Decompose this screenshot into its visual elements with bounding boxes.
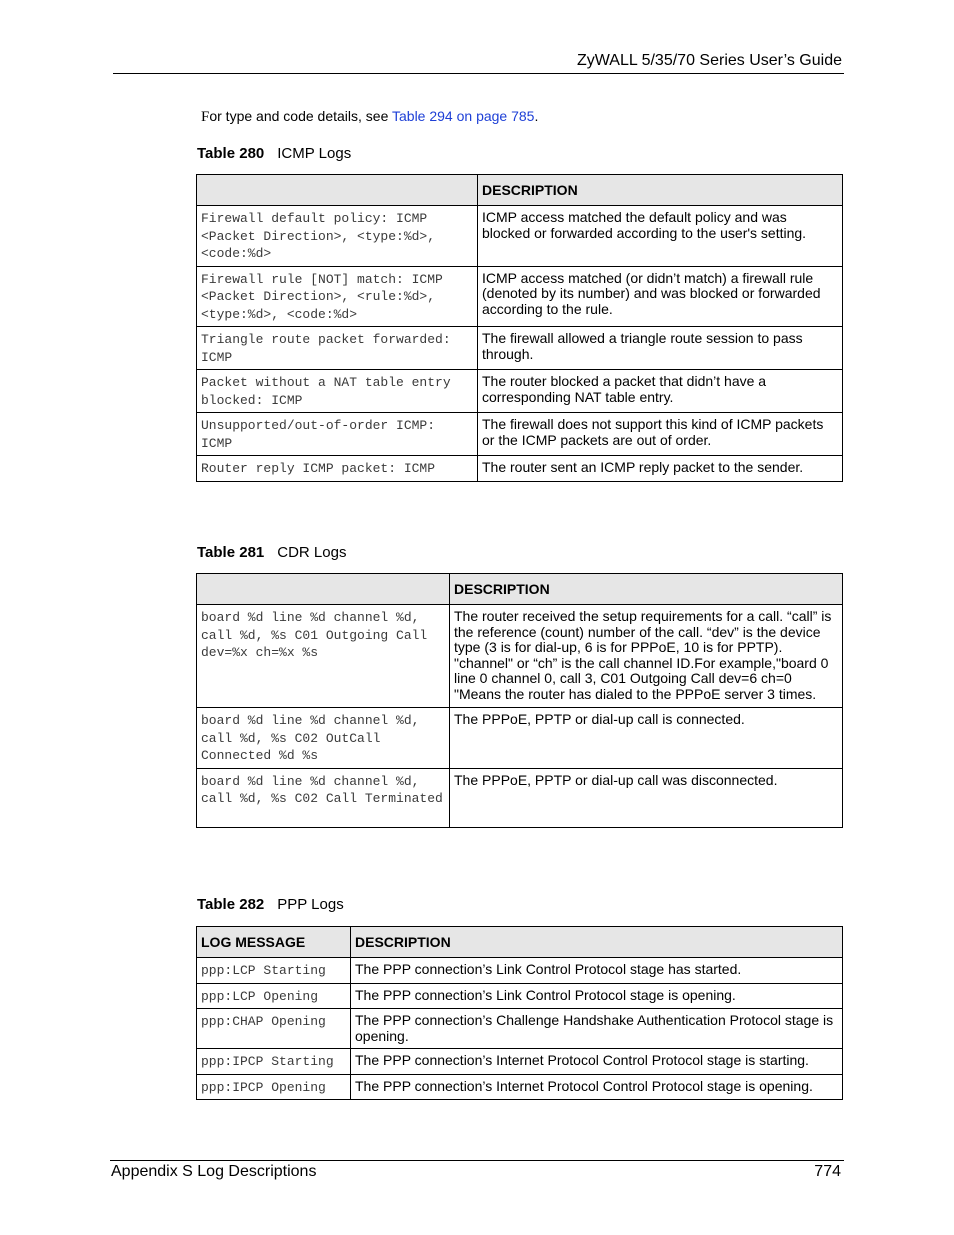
description-cell: The PPP connection’s Link Control Protocol stage is opening. xyxy=(351,983,843,1009)
description-cell: The PPPoE, PPTP or dial-up call was disconnected. xyxy=(450,768,843,827)
description-cell: ICMP access matched (or didn’t match) a firewall rule (denoted by its number) and was blocked or forwarded according to the rule. xyxy=(478,266,843,327)
description-cell: The PPP connection’s Internet Protocol Control Protocol stage is starting. xyxy=(351,1049,843,1075)
description-header: DESCRIPTION xyxy=(450,574,843,605)
table-282-title: PPP Logs xyxy=(277,896,344,913)
description-cell: The firewall allowed a triangle route session to pass through. xyxy=(478,327,843,370)
header-divider xyxy=(113,73,844,74)
description-header: DESCRIPTION xyxy=(351,927,843,958)
table-row xyxy=(197,605,843,708)
table-280-title: ICMP Logs xyxy=(277,145,352,162)
table-280-number: Table 280 xyxy=(197,145,265,162)
description-cell: The PPPoE, PPTP or dial-up call is connected. xyxy=(450,708,843,769)
log-message-cell: Triangle route packet forwarded: ICMP xyxy=(197,327,478,370)
description-cell: The PPP connection’s Internet Protocol Control Protocol stage is opening. xyxy=(351,1074,843,1100)
table-row xyxy=(197,768,843,827)
table-281-title: CDR Logs xyxy=(277,544,347,561)
log-message-cell: ppp:LCP Opening xyxy=(197,983,351,1009)
log-message-cell: Firewall default policy: ICMP <Packet Direction>, <type:%d>, <code:%d> xyxy=(197,206,478,267)
log-message-cell: board %d line %d channel %d, call %d, %s C02 Call Terminated xyxy=(197,768,450,827)
intro-paragraph xyxy=(201,107,538,126)
table-row xyxy=(197,266,843,327)
table-281-number: Table 281 xyxy=(197,544,265,561)
log-message-cell: ppp:LCP Starting xyxy=(197,958,351,984)
description-cell: ICMP access matched the default policy and was blocked or forwarded according to the user's setting. xyxy=(478,206,843,267)
log-message-header xyxy=(197,574,450,605)
log-message-cell: board %d line %d channel %d, call %d, %s C02 OutCall Connected %d %s xyxy=(197,708,450,769)
intro-text: or type and code details, see xyxy=(209,108,392,124)
log-message-cell: ppp:IPCP Opening xyxy=(197,1074,351,1100)
table-282-number: Table 282 xyxy=(197,896,265,913)
table-row xyxy=(197,1049,843,1075)
page-number: 774 xyxy=(814,1163,841,1180)
table-row xyxy=(197,983,843,1009)
icmp-logs-table xyxy=(196,174,843,482)
intro-period: . xyxy=(534,108,539,124)
table-282-caption xyxy=(197,896,344,914)
cdr-logs-table xyxy=(196,573,843,828)
table-row xyxy=(197,708,843,769)
log-message-header xyxy=(197,175,478,206)
description-cell: The router sent an ICMP reply packet to the sender. xyxy=(478,456,843,482)
footer-divider xyxy=(110,1160,844,1161)
page-header-title: ZyWALL 5/35/70 Series User’s Guide xyxy=(576,52,842,69)
table-row xyxy=(197,456,843,482)
footer-section-title: Appendix S Log Descriptions xyxy=(111,1163,317,1180)
description-cell: The router received the setup requirements for a call. “call” is the reference (count) number of the call. “dev” is the device type (3 is for dial-up, 6 is for PPPoE, 10 is for PPTP). "channel" or “ch” is the call channel ID.For example,"board 0 line 0 channel 0, call 3, C01 Outgoing Call dev=6 ch=0 "Means the router has dialed to the PPPoE server 3 times. xyxy=(450,605,843,708)
table-row xyxy=(197,958,843,984)
table-281-caption xyxy=(197,544,346,562)
description-cell: The PPP connection’s Link Control Protocol stage has started. xyxy=(351,958,843,984)
log-message-cell: ppp:CHAP Opening xyxy=(197,1009,351,1049)
table-row xyxy=(197,1074,843,1100)
log-message-cell: Router reply ICMP packet: ICMP xyxy=(197,456,478,482)
intro-first-letter: F xyxy=(201,109,210,125)
table-row xyxy=(197,370,843,413)
table-280-caption xyxy=(197,145,351,163)
log-message-cell: Unsupported/out-of-order ICMP: ICMP xyxy=(197,413,478,456)
description-cell: The firewall does not support this kind of ICMP packets or the ICMP packets are out of order. xyxy=(478,413,843,456)
table-row xyxy=(197,327,843,370)
table-294-link[interactable]: Table 294 on page 785 xyxy=(392,108,535,124)
table-header-row xyxy=(197,574,843,605)
log-message-header: LOG MESSAGE xyxy=(197,927,351,958)
log-message-cell: Firewall rule [NOT] match: ICMP <Packet Direction>, <rule:%d>, <type:%d>, <code:%d> xyxy=(197,266,478,327)
description-cell: The router blocked a packet that didn’t have a corresponding NAT table entry. xyxy=(478,370,843,413)
table-header-row xyxy=(197,175,843,206)
table-row xyxy=(197,1009,843,1049)
table-row xyxy=(197,413,843,456)
description-header: DESCRIPTION xyxy=(478,175,843,206)
log-message-cell: Packet without a NAT table entry blocked: ICMP xyxy=(197,370,478,413)
log-message-cell: board %d line %d channel %d, call %d, %s C01 Outgoing Call dev=%x ch=%x %s xyxy=(197,605,450,708)
ppp-logs-table xyxy=(196,926,843,1100)
description-cell: The PPP connection’s Challenge Handshake Authentication Protocol stage is opening. xyxy=(351,1009,843,1049)
log-message-cell: ppp:IPCP Starting xyxy=(197,1049,351,1075)
table-row xyxy=(197,206,843,267)
table-header-row xyxy=(197,927,843,958)
